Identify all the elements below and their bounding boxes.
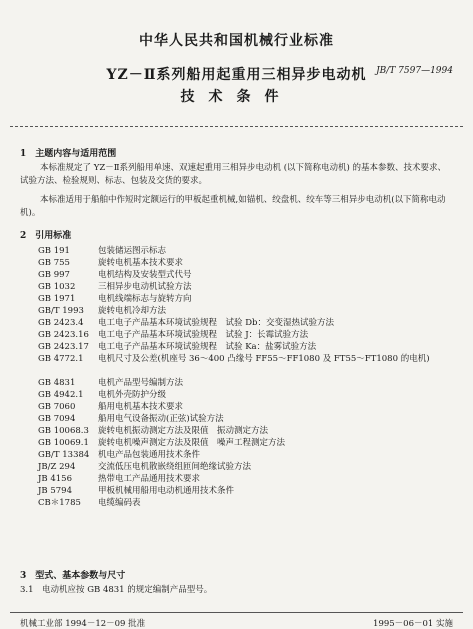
standard-name: 交流低压电机散嵌绕组匝间绝缘试验方法 (98, 462, 252, 472)
standard-name: 电机产品型号编制方法 (98, 378, 184, 388)
section-1-paragraph-2: 本标准适用于船舶中作短时定额运行的甲板起重机械,如锚机、绞盘机、绞车等三相异步电动机(以下简称电动机)。 (20, 195, 446, 218)
standard-name: 旋转电机基本技术要求 (98, 258, 184, 268)
section-3-heading: 3 型式、基本参数与尺寸 (20, 571, 126, 581)
standard-code: GB 2423.16 (38, 330, 89, 340)
section-1-paragraph-1: 本标准规定了 YZ－Ⅱ系列船用单速、双速起重用三相异步电动机 (以下简称电动机) 的基本参数、技术要求、试验方法、检验规则、标志、包装及交货的要求。 (20, 163, 447, 186)
standard-code: GB 997 (38, 270, 70, 280)
section-3-paragraph-1: 3.1 电动机应按 GB 4831 的规定编制产品型号。 (20, 585, 213, 595)
standard-code: GB 7060 (38, 402, 76, 412)
standard-name: 旋转电机噪声测定方法及限值 噪声工程测定方法 (98, 438, 286, 448)
standard-name: 三相异步电动机试验方法 (98, 282, 192, 292)
standard-name: 包装储运图示标志 (98, 246, 167, 256)
header-divider (10, 126, 463, 127)
standard-code: GB/T 13384 (38, 450, 90, 460)
standard-name: 船用电机基本技术要求 (98, 402, 184, 412)
standard-code: GB 4772.1 (38, 354, 84, 364)
standard-code: GB/T 1993 (38, 306, 84, 316)
standard-code: GB 2423.4 (38, 318, 84, 328)
standard-code: GB 2423.17 (38, 342, 89, 352)
section-1-heading: 1 主题内容与适用范围 (20, 149, 117, 159)
standard-code: JB/Z 294 (38, 462, 76, 472)
standard-name: 电机结构及安装型式代号 (98, 270, 192, 280)
standard-code: GB 1032 (38, 282, 76, 292)
standard-name: 电工电子产品基本环境试验规程 试验 Db：交变湿热试验方法 (98, 318, 334, 328)
footer-divider (10, 612, 463, 613)
standard-name: 电机线端标志与旋转方向 (98, 294, 192, 304)
standard-code: GB 755 (38, 258, 70, 268)
standard-code: GB 10068.3 (38, 426, 89, 436)
standard-name: 旋转电机冷却方法 (98, 306, 167, 316)
standard-category-title: 中华人民共和国机械行业标准 (139, 33, 334, 49)
standard-code: GB 7094 (38, 414, 76, 424)
standard-name: 甲板机械用船用电动机通用技术条件 (98, 486, 235, 496)
section-2-heading: 2 引用标准 (20, 231, 72, 241)
standard-name: 电机外壳防护分级 (98, 390, 167, 400)
standard-code: JB 4156 (38, 474, 72, 484)
standard-code: GB 4942.1 (38, 390, 84, 400)
standard-name: 电缆编码表 (98, 498, 141, 508)
standard-name: 旋转电机振动测定方法及限值 振动测定方法 (98, 426, 269, 436)
document-main-title: YZ－Ⅱ系列船用起重用三相异步电动机 (106, 67, 367, 83)
standard-code: JB 5794 (38, 486, 72, 496)
standard-code: GB 4831 (38, 378, 76, 388)
standard-code: GB 10069.1 (38, 438, 89, 448)
standard-name: 船用电气设备振动(正弦)试验方法 (98, 414, 224, 424)
standard-number: JB/T 7597—1994 (376, 66, 453, 76)
standard-name: 机电产品包装通用技术条件 (98, 450, 201, 460)
standard-name: 电工电子产品基本环境试验规程 试验 J：长霉试验方法 (98, 330, 309, 340)
approval-date: 机械工业部 1994－12－09 批准 (20, 619, 146, 629)
standard-code: GB 191 (38, 246, 70, 256)
standard-code: CB＊1785 (38, 498, 81, 508)
standard-code: GB 1971 (38, 294, 76, 304)
standard-name: 电工电子产品基本环境试验规程 试验 Ka：盐雾试验方法 (98, 342, 317, 352)
document-sub-title: 技术条件 (180, 89, 293, 105)
standard-name: 电机尺寸及公差(机座号 36～400 凸缘号 FF55～FF1080 及 FT55～FT1080 的电机) (98, 354, 430, 364)
standard-name: 热带电工产品通用技术要求 (98, 474, 201, 484)
implementation-date: 1995－06－01 实施 (373, 619, 453, 629)
